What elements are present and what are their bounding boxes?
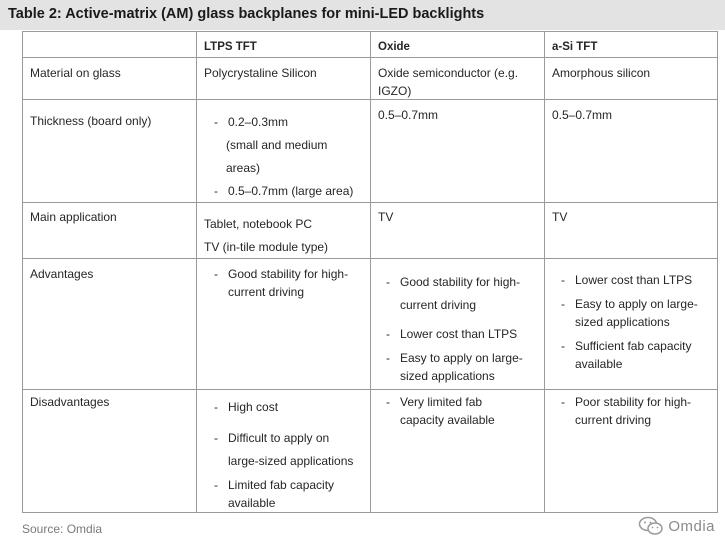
cell-thickness-asi: 0.5–0.7mm xyxy=(552,108,613,122)
row-label-advantages: Advantages xyxy=(30,267,94,281)
bullet-item: - Sufficient fab capacity xyxy=(561,337,698,355)
bullet-item: - High cost xyxy=(214,398,353,416)
cell-thickness-oxide: 0.5–0.7mm xyxy=(378,108,439,122)
row-label-application: Main application xyxy=(30,210,117,224)
cell-advantages-oxide xyxy=(386,271,523,385)
cell-advantages-ltps xyxy=(214,265,348,301)
cell-material-asi: Amorphous silicon xyxy=(552,66,651,80)
row-label-thickness: Thickness (board only) xyxy=(30,114,152,128)
bullet-item-cont: (small and medium xyxy=(226,138,328,152)
bullet-item-cont: sized applications xyxy=(575,315,670,329)
cell-disadvantages-ltps xyxy=(214,398,353,512)
cell-disadvantages-oxide xyxy=(386,393,495,429)
bullet-item: - Very limited fab xyxy=(386,393,495,411)
bullet-item-cont: current driving xyxy=(400,298,477,312)
cell-application-asi: TV xyxy=(552,210,568,224)
bullet-item: - 0.5–0.7mm (large area) xyxy=(214,180,353,203)
cell-advantages-asi xyxy=(561,271,698,373)
bullet-item-cont: available xyxy=(575,357,623,371)
bullet-item: - Lower cost than LTPS xyxy=(561,271,698,289)
col-header-asi: a-Si TFT xyxy=(552,41,598,53)
bullet-item: - Good stability for high- xyxy=(214,265,348,283)
col-divider xyxy=(370,31,371,513)
row-label-disadvantages: Disadvantages xyxy=(30,395,110,409)
cell-material-oxide xyxy=(378,64,518,100)
col-header-ltps: LTPS TFT xyxy=(204,41,257,53)
cell-application-ltps xyxy=(204,213,328,259)
cell-application-oxide: TV xyxy=(378,210,394,224)
bullet-item-cont: sized applications xyxy=(400,369,495,383)
bullet-item: - Easy to apply on large- xyxy=(561,295,698,313)
cell-material-ltps: Polycrystaline Silicon xyxy=(204,66,317,80)
bullet-item: - Easy to apply on large- xyxy=(386,349,523,367)
col-divider xyxy=(196,31,197,513)
bullet-item-cont: current driving xyxy=(575,413,652,427)
cell-line: IGZO) xyxy=(378,84,412,98)
cell-disadvantages-asi xyxy=(561,393,691,429)
bullet-item: - Difficult to apply on xyxy=(214,429,353,447)
title-bar xyxy=(0,0,725,30)
bullet-item: - Lower cost than LTPS xyxy=(386,325,523,343)
cell-line: TV (in-tile module type) xyxy=(204,240,329,254)
bullet-item: - Limited fab capacity xyxy=(214,476,353,494)
cell-thickness-ltps xyxy=(214,111,353,203)
omdia-logo xyxy=(638,516,715,536)
cell-line: Oxide semiconductor (e.g. xyxy=(378,66,519,80)
source-note: Source: Omdia xyxy=(22,522,103,536)
bullet-item-cont: large-sized applications xyxy=(228,454,354,468)
bullet-item-cont: available xyxy=(228,496,276,510)
bullet-item-cont: capacity available xyxy=(400,413,495,427)
bullet-item: - Poor stability for high- xyxy=(561,393,691,411)
logo-text: Omdia xyxy=(668,517,715,535)
bullet-item-cont: current driving xyxy=(228,285,305,299)
bullet-item: - 0.2–0.3mm xyxy=(214,111,353,134)
col-header-oxide: Oxide xyxy=(378,41,410,53)
wechat-icon xyxy=(638,516,664,536)
bullet-item-cont: areas) xyxy=(226,161,261,175)
cell-line: Tablet, notebook PC xyxy=(204,217,313,231)
col-divider xyxy=(544,31,545,513)
table-title: Table 2: Active-matrix (AM) glass backplanes for mini-LED backlights xyxy=(8,6,485,22)
bullet-item: - Good stability for high- xyxy=(386,271,523,294)
row-label-material: Material on glass xyxy=(30,66,121,80)
